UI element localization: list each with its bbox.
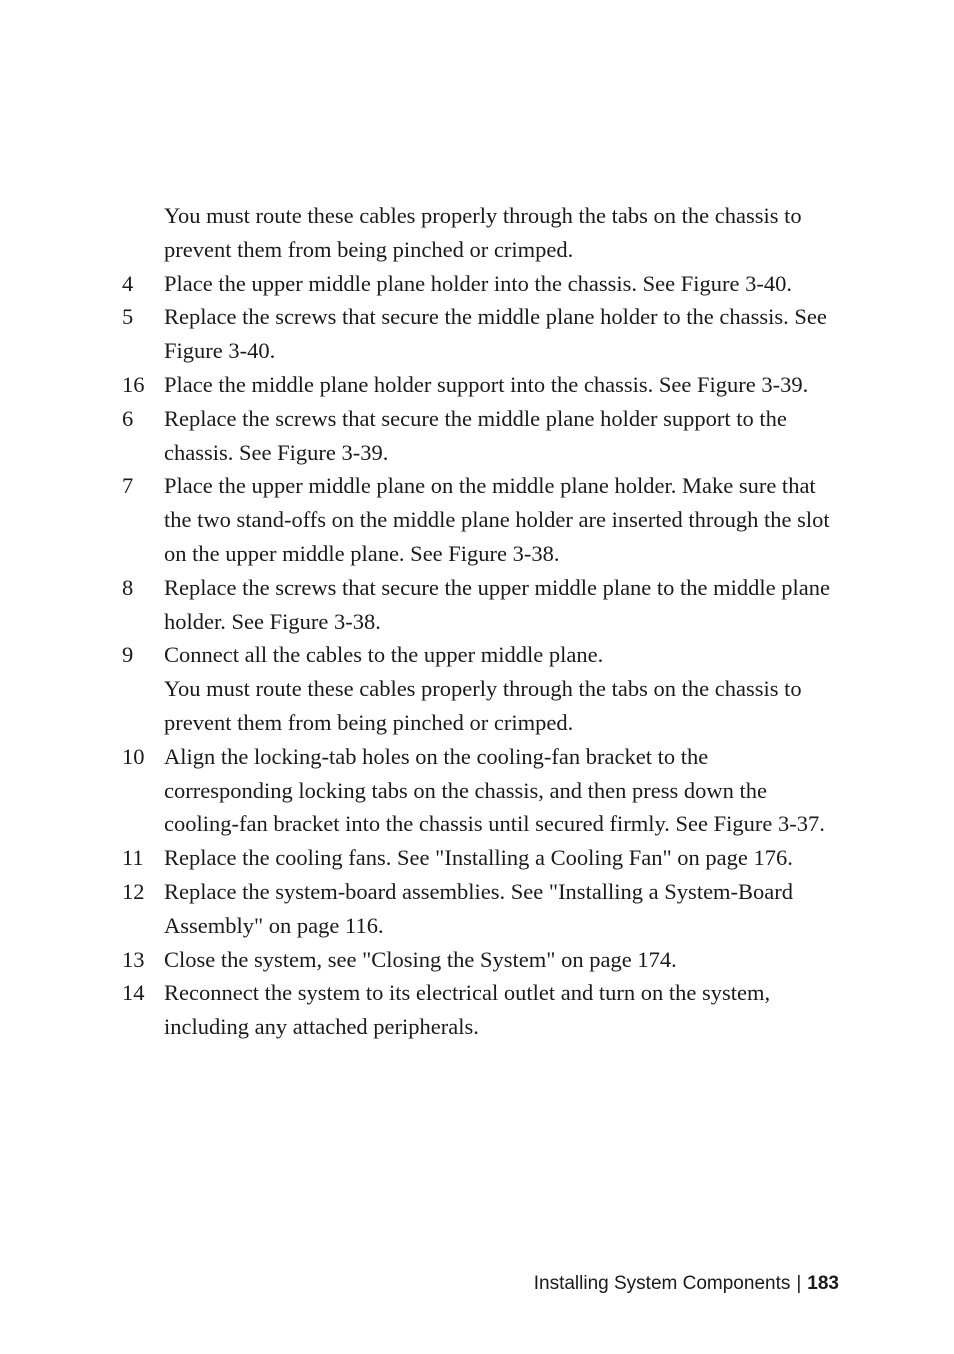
page-footer (534, 1271, 839, 1297)
step-text: Replace the screws that secure the middle plane holder to the chassis. See Figure 3-40. (164, 304, 827, 364)
step-number: 8 (122, 574, 134, 600)
step-text: Replace the screws that secure the middle plane holder support to the chassis. See Figure 3-39. (164, 405, 787, 465)
step-number: 12 (122, 878, 145, 904)
step-item (122, 638, 842, 672)
step-item (122, 300, 842, 368)
step-number: 14 (122, 980, 145, 1006)
footer-section-title: Installing System Components (533, 1273, 791, 1294)
footer-separator: | (796, 1273, 802, 1294)
step-text: Place the upper middle plane holder into the chassis. See Figure 3-40. (164, 270, 792, 296)
step-text: Reconnect the system to its electrical outlet and turn on the system, including any attached peripherals. (164, 980, 771, 1040)
step-number: 6 (122, 405, 134, 431)
step-text: Place the middle plane holder support into the chassis. See Figure 3-39. (164, 371, 809, 397)
step-number: 13 (122, 946, 145, 972)
step-number: 11 (122, 845, 144, 871)
step-text: Align the locking-tab holes on the cooling-fan bracket to the corresponding locking tabs on the chassis, and then press down the cooling-fan bracket into the chassis until secured firmly. See Figure 3-37. (164, 743, 825, 837)
step-item (122, 368, 842, 402)
step-item (122, 402, 842, 470)
step-text: Replace the screws that secure the upper middle plane to the middle plane holder. See Figure 3-38. (164, 574, 831, 634)
step-item (122, 976, 842, 1044)
step-item (122, 267, 842, 301)
step-item (122, 469, 842, 570)
step-text: Close the system, see "Closing the System" on page 174. (164, 946, 677, 972)
note-paragraph: You must route these cables properly through the tabs on the chassis to prevent them from being pinched or crimped. (164, 676, 802, 735)
step-text: Replace the system-board assemblies. See "Installing a System-Board Assembly" on page 116. (164, 878, 794, 938)
step-number: 7 (122, 473, 134, 499)
step-text: Replace the cooling fans. See "Installing a Cooling Fan" on page 176. (164, 845, 793, 871)
step-number: 16 (122, 371, 145, 397)
step-item (122, 841, 842, 875)
page-number: 183 (807, 1273, 839, 1294)
step-number: 10 (122, 743, 145, 769)
step-item (122, 571, 842, 639)
step-item (122, 943, 842, 977)
intro-paragraph: You must route these cables properly through the tabs on the chassis to prevent them from being pinched or crimped. (164, 203, 802, 262)
step-item (122, 740, 842, 841)
step-item (122, 875, 842, 943)
instructions-body (122, 199, 842, 1044)
step-number: 9 (122, 642, 134, 668)
step-number: 4 (122, 270, 134, 296)
step-number: 5 (122, 304, 134, 330)
step-text: Place the upper middle plane on the middle plane holder. Make sure that the two stand-offs on the middle plane holder are inserted through the slot on the upper middle plane. See Figure 3-38. (164, 473, 830, 566)
step-text: Connect all the cables to the upper middle plane. (164, 642, 604, 668)
